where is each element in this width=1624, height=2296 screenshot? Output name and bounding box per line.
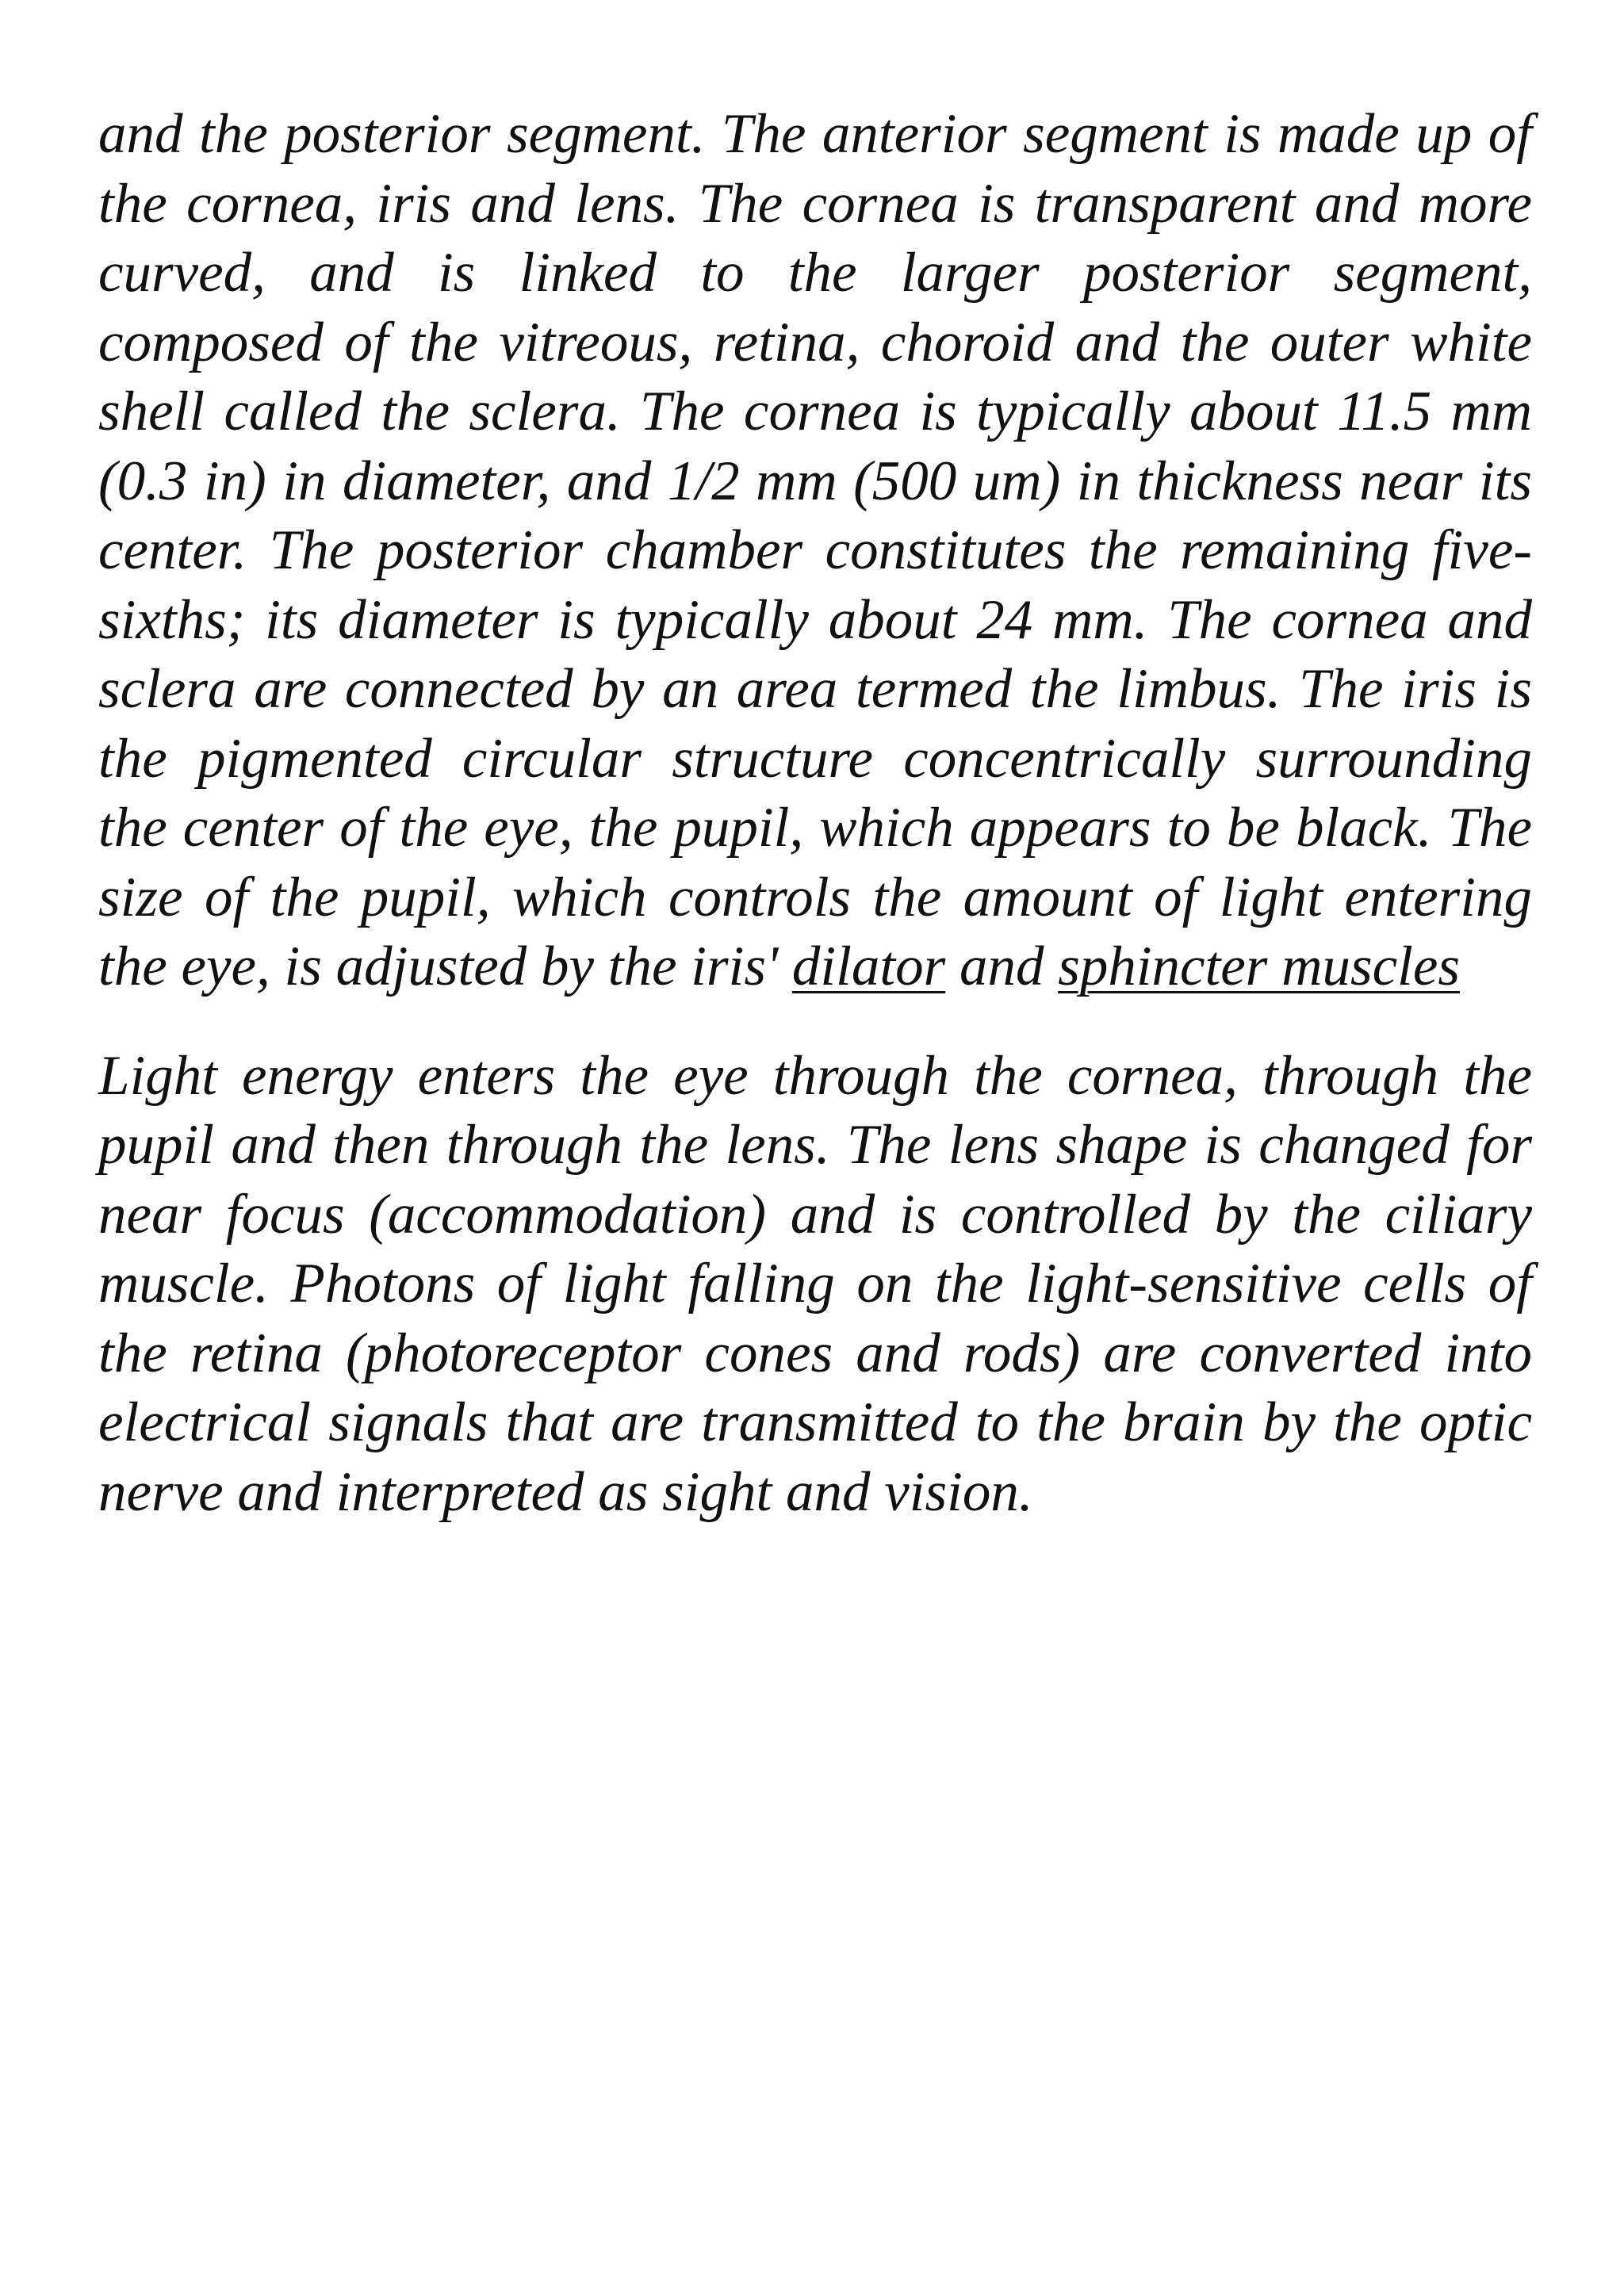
- dilator-link[interactable]: dilator: [791, 936, 946, 997]
- paragraph-light-path: Light energy enters the eye through the cornea, through the pupil and then through the lens. The lens shape is changed for near focus (accommodation) and is controlled by the ciliary muscle. Photons of light falling on the light-sensitive cells of the retina (photoreceptor cones and rods) are converted into electrical signals that are transmitted to the brain by the optic nerve and interpreted as sight and vision.: [98, 1044, 1532, 1523]
- document-page: [98, 100, 1532, 1527]
- paragraph-1-connector: and: [945, 936, 1059, 997]
- paragraph-eye-anatomy: [98, 100, 1532, 1002]
- sphincter-muscles-link[interactable]: sphincter muscles: [1058, 936, 1460, 997]
- paragraph-1-text: and the posterior segment. The anterior segment is made up of the cornea, iris and lens. The cornea is transparent and more curved, and is linked to the larger posterior segment, composed of the vitreous, retina, choroid and the outer white shell called the sclera. The cornea is typically about 11.5 mm (0.3 in) in diameter, and 1/2 mm (500 um) in thickness near its center. The posterior chamber constitutes the remaining five-sixths; its diameter is typically about 24 mm. The cornea and sclera are connected by an area termed the limbus. The iris is the pigmented circular structure concentrically surrounding the center of the eye, the pupil, which appears to be black. The size of the pupil, which controls the amount of light entering the eye, is adjusted by the iris': [98, 103, 1532, 997]
